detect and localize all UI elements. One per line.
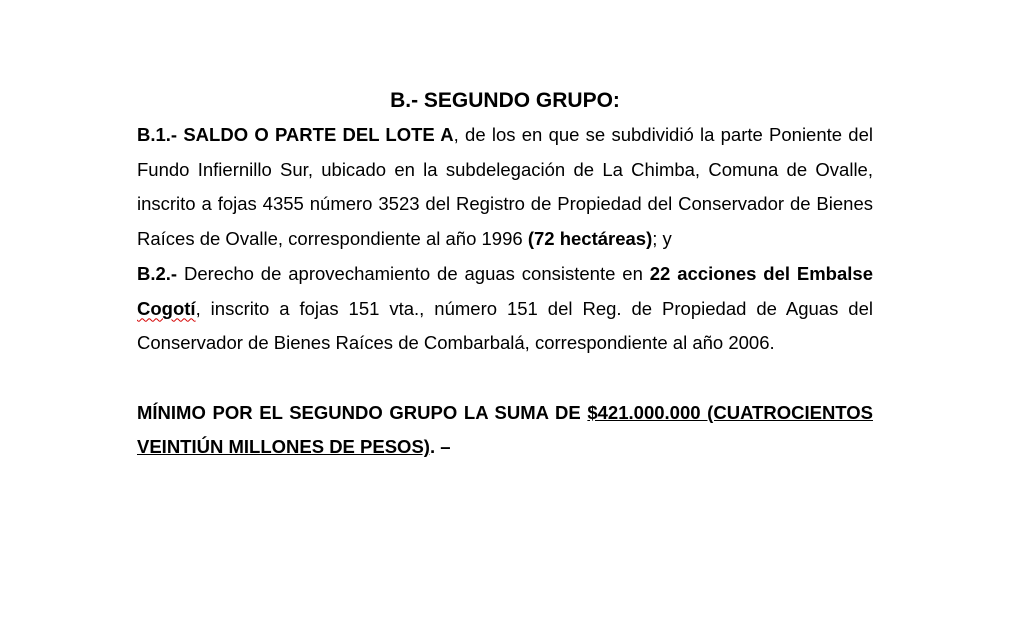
- b1-area: (72 hectáreas): [527, 228, 653, 250]
- paragraph-b1: [137, 118, 873, 257]
- paragraph-minimum: [137, 396, 873, 465]
- spellcheck-flagged-word[interactable]: Cogotí: [137, 297, 196, 319]
- b2-label: B.2.-: [137, 262, 178, 284]
- minimum-text: MÍNIMO POR EL SEGUNDO GRUPO LA SUMA DE: [137, 401, 588, 423]
- minimum-amount: $421.000.000 (CUATROCIENTOS VEINTIÚN MILLONES DE PESOS): [137, 401, 873, 458]
- b2-tail: , inscrito a fojas 151 vta., número 151 del Reg. de Propiedad de Aguas del Conservador de Bienes Raíces de Combarbalá, correspondiente al año 2006.: [137, 297, 873, 354]
- b1-text: , de los en que se subdividió la parte Poniente del Fundo Infiernillo Sur, ubicado en la subdelegación de La Chimba, Comuna de Ovalle, inscrito a fojas 4355 número 3523 del Registro de Propiedad del Conservador de Bienes Raíces de Ovalle, correspondiente al año 1996: [137, 124, 873, 250]
- section-heading: B.- SEGUNDO GRUPO:: [390, 89, 620, 112]
- document-page: [137, 86, 873, 465]
- b2-shares: 22 acciones del Embalse: [649, 262, 873, 284]
- blank-line: [137, 361, 873, 396]
- minimum-tail: . –: [429, 436, 451, 458]
- paragraph-b2: [137, 257, 873, 361]
- b1-tail: ; y: [652, 228, 672, 250]
- b2-text: Derecho de aprovechamiento de aguas consistente en: [177, 262, 650, 284]
- b1-label: B.1.- SALDO O PARTE DEL LOTE A: [137, 124, 454, 145]
